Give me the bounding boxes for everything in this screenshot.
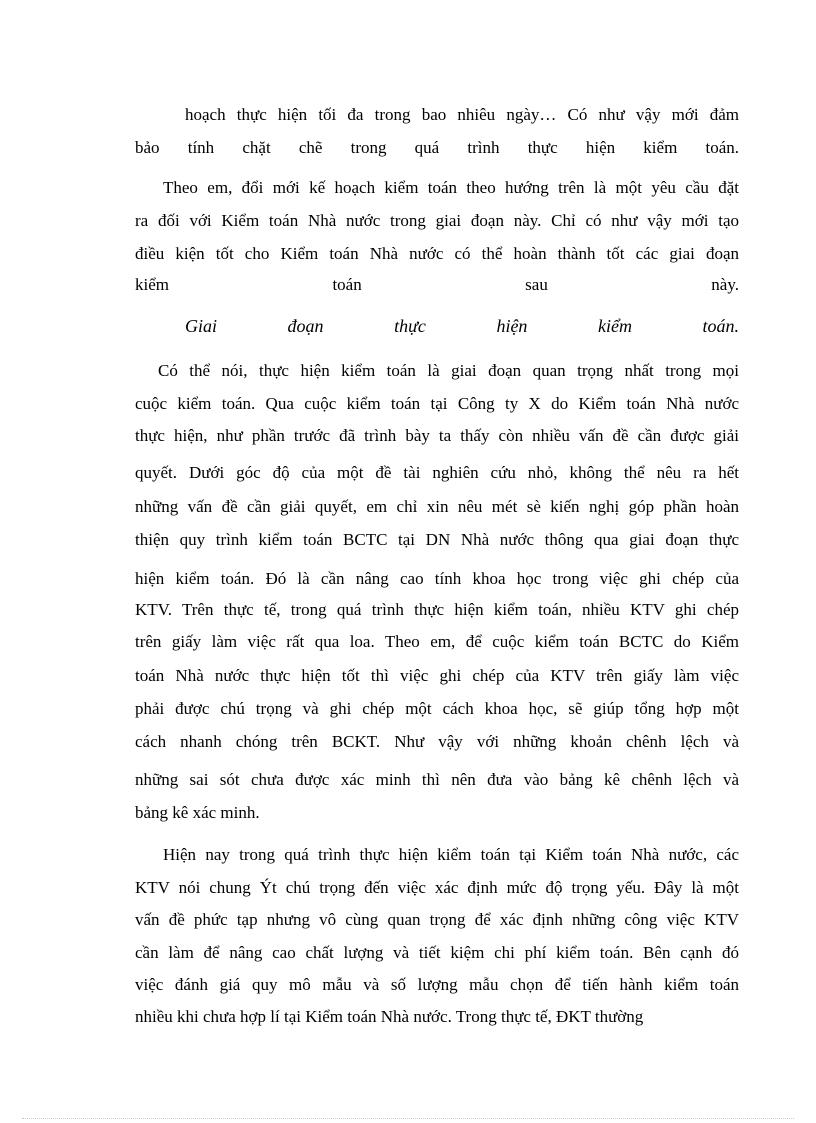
text-line: vấn đề phức tạp nhưng vô cùng quan trọng để xác định những công việc KTV (135, 910, 739, 929)
text-line: cách nhanh chóng trên BCKT. Như vậy với những khoản chênh lệch và (135, 732, 739, 751)
page-bottom-border (22, 1118, 794, 1119)
text-line: cần làm để nâng cao chất lượng và tiết kiệm chi phí kiểm toán. Bên cạnh đó (135, 943, 739, 962)
text-line: nhiều khi chưa hợp lí tại Kiểm toán Nhà nước. Trong thực tế, ĐKT thường (135, 1007, 644, 1026)
text-line: phải được chú trọng và ghi chép một cách khoa học, sẽ giúp tổng hợp một (135, 699, 739, 718)
text-line: toán Nhà nước thực hiện tốt thì việc ghi chép của KTV trên giấy làm việc (135, 666, 739, 685)
text-line: trên giấy làm việc rất qua loa. Theo em, để cuộc kiểm toán BCTC do Kiểm (135, 632, 739, 651)
text-line: việc đánh giá quy mô mẫu và số lượng mẫu chọn để tiến hành kiểm toán (135, 975, 739, 994)
text-line: ra đối với Kiểm toán Nhà nước trong giai đoạn này. Chỉ có như vậy mới tạo (135, 211, 739, 230)
text-line: hoạch thực hiện tối đa trong bao nhiêu ngày… Có như vậy mới đảm (185, 105, 739, 124)
text-line: kiểm toán sau này. (135, 275, 739, 294)
text-line: KTV nói chung Ýt chú trọng đến việc xác định mức độ trọng yếu. Đây là một (135, 878, 739, 897)
text-line: những vấn đề cần giải quyết, em chỉ xin nêu mét sè kiến nghị góp phần hoàn (135, 497, 739, 516)
text-line: Hiện nay trong quá trình thực hiện kiểm toán tại Kiểm toán Nhà nước, các (163, 845, 739, 864)
text-line: điều kiện tốt cho Kiểm toán Nhà nước có thể hoàn thành tốt các giai đoạn (135, 244, 739, 263)
text-line: những sai sót chưa được xác minh thì nên đưa vào bảng kê chênh lệch và (135, 770, 739, 789)
text-line: bảng kê xác minh. (135, 803, 260, 822)
text-line: quyết. Dưới góc độ của một đề tài nghiên cứu nhỏ, không thể nêu ra hết (135, 463, 739, 482)
text-line: Có thể nói, thực hiện kiểm toán là giai đoạn quan trọng nhất trong mọi (158, 361, 739, 380)
text-line: hiện kiểm toán. Đó là cần nâng cao tính khoa học trong việc ghi chép của (135, 569, 739, 588)
text-line: cuộc kiểm toán. Qua cuộc kiểm toán tại Công ty X do Kiểm toán Nhà nước (135, 394, 739, 413)
text-line: thiện quy trình kiểm toán BCTC tại DN Nhà nước thông qua giai đoạn thực (135, 530, 739, 549)
text-line: bảo tính chặt chẽ trong quá trình thực hiện kiểm toán. (135, 138, 739, 157)
text-line: KTV. Trên thực tế, trong quá trình thực hiện kiểm toán, nhiều KTV ghi chép (135, 600, 739, 619)
section-heading: Giai đoạn thực hiện kiểm toán. (185, 316, 739, 336)
text-line: Theo em, đổi mới kế hoạch kiểm toán theo hướng trên là một yêu cầu đặt (163, 178, 739, 197)
text-line: thực hiện, như phần trước đã trình bày ta thấy còn nhiều vấn đề cần được giải (135, 426, 739, 445)
